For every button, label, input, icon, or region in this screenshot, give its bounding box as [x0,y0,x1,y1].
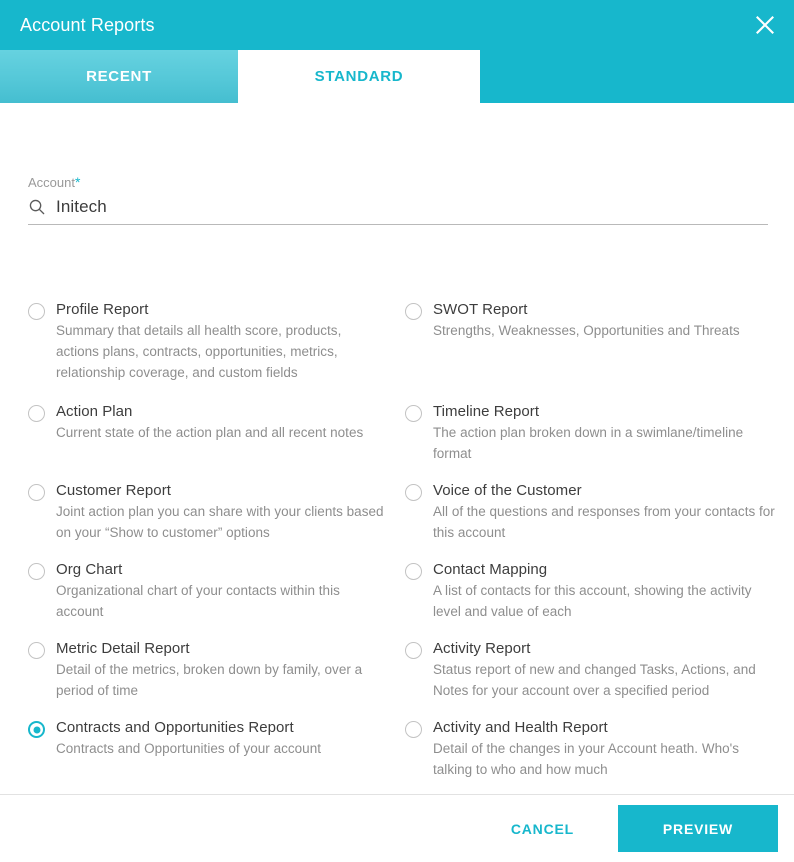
report-option-activity-report[interactable] [405,639,777,702]
radio-activity-and-health-report[interactable] [405,721,422,738]
report-option-text [56,718,384,760]
dialog-body [0,103,794,794]
radio-activity-report[interactable] [405,642,422,659]
report-option-title: Timeline Report [433,403,540,420]
radio-voice-of-the-customer[interactable] [405,484,422,501]
search-icon [28,198,46,216]
report-option-title: SWOT Report [433,301,528,318]
report-option-customer-report[interactable] [28,481,384,544]
tab-recent[interactable] [0,50,238,103]
report-option-description: Organizational chart of your contacts within this account [56,582,340,619]
page-title: Account Reports [20,15,155,35]
report-option-description: Summary that details all health score, products, actions plans, contracts, opportunities, metrics, relationship coverage, and custom fields [56,322,342,380]
preview-button[interactable]: PREVIEW [618,805,778,852]
report-option-title: Contracts and Opportunities Report [56,719,294,736]
report-option-contracts-and-opportunities-report[interactable] [28,718,384,760]
account-input-row[interactable] [28,198,768,225]
report-option-contact-mapping[interactable] [405,560,777,623]
report-option-text [433,560,777,623]
radio-profile-report[interactable] [28,303,45,320]
report-option-description: Detail of the changes in your Account heath. Who's talking to who and how much [433,740,740,777]
report-option-title: Profile Report [56,301,149,318]
tab-bar [0,50,794,103]
report-option-text [56,300,384,384]
report-option-text [56,639,384,702]
report-option-title: Voice of the Customer [433,482,582,499]
report-option-description: A list of contacts for this account, showing the activity level and value of each [433,582,752,619]
dialog-footer [0,794,794,862]
tab-recent-label: RECENT [86,68,152,85]
dialog-header [0,0,794,50]
report-option-title: Org Chart [56,561,123,578]
radio-org-chart[interactable] [28,563,45,580]
radio-action-plan[interactable] [28,405,45,422]
report-option-title: Customer Report [56,482,171,499]
radio-swot-report[interactable] [405,303,422,320]
cancel-button[interactable]: CANCEL [489,809,596,849]
report-option-description: The action plan broken down in a swimlane/timeline format [433,424,744,461]
radio-customer-report[interactable] [28,484,45,501]
report-option-org-chart[interactable] [28,560,384,623]
report-option-voice-of-the-customer[interactable] [405,481,777,544]
report-option-title: Activity Report [433,640,531,657]
report-option-text [433,718,777,781]
report-option-title: Contact Mapping [433,561,548,578]
tab-bar-spacer [480,50,794,103]
report-option-description: Strengths, Weaknesses, Opportunities and Threats [433,322,740,338]
report-option-description: Joint action plan you can share with your clients based on your “Show to customer” options [56,503,384,540]
report-option-text [433,481,777,544]
report-option-title: Action Plan [56,403,133,420]
report-option-description: Contracts and Opportunities of your account [56,740,322,756]
account-search-input[interactable]: Initech [56,197,107,216]
account-label-text: Account [28,175,75,190]
required-marker: * [74,174,81,190]
report-option-text [433,639,777,702]
report-option-title: Metric Detail Report [56,640,190,657]
account-field-label [28,175,768,189]
close-icon[interactable] [748,8,782,42]
tab-standard[interactable] [238,50,480,103]
report-option-description: All of the questions and responses from your contacts for this account [433,503,775,540]
report-option-text [56,402,384,444]
radio-timeline-report[interactable] [405,405,422,422]
report-option-swot-report[interactable] [405,300,777,342]
report-option-activity-and-health-report[interactable] [405,718,777,781]
report-option-description: Detail of the metrics, broken down by family, over a period of time [56,661,363,698]
report-option-action-plan[interactable] [28,402,384,444]
account-field [28,175,768,225]
radio-metric-detail-report[interactable] [28,642,45,659]
radio-contracts-and-opportunities-report[interactable] [28,721,45,738]
report-option-text [433,300,777,342]
report-option-profile-report[interactable] [28,300,384,384]
report-option-text [56,560,384,623]
report-option-text [56,481,384,544]
report-option-metric-detail-report[interactable] [28,639,384,702]
report-option-description: Current state of the action plan and all recent notes [56,424,364,440]
report-option-text [433,402,777,465]
tab-standard-label: STANDARD [314,68,404,85]
report-option-title: Activity and Health Report [433,719,608,736]
radio-contact-mapping[interactable] [405,563,422,580]
report-option-description: Status report of new and changed Tasks, Actions, and Notes for your account over a specified period [433,661,756,698]
report-option-timeline-report[interactable] [405,402,777,465]
